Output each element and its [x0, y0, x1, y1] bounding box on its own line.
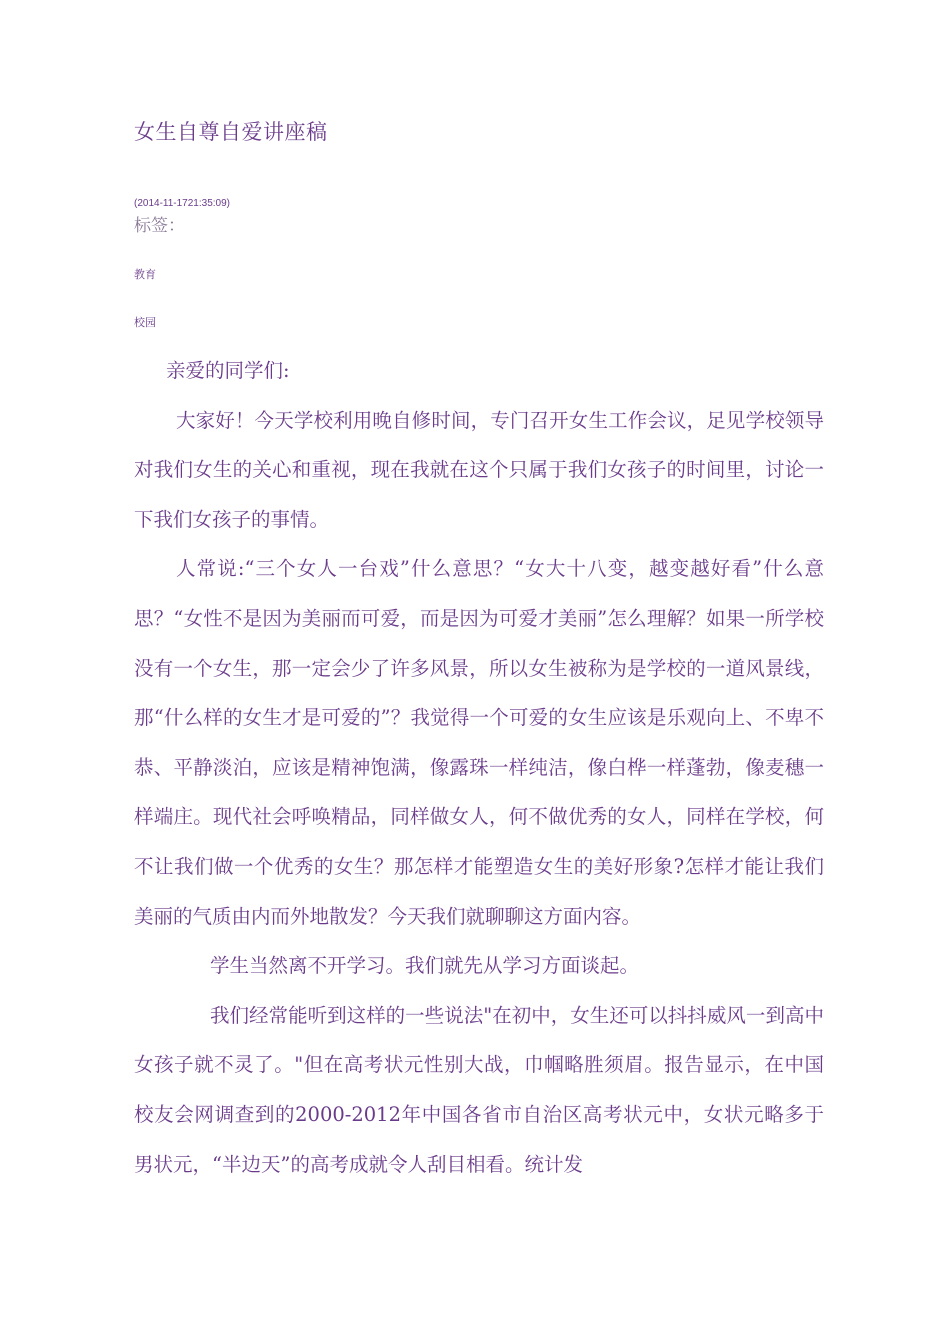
paragraph-lovely-girl: 人常说:“三个女人一台戏”什么意思？“女大十八变，越变越好看”什么意思？“女性不是因为美丽而可爱，而是因为可爱才美丽”怎么理解？如果一所学校没有一个女生，那一定会少了许多风景，所以女生被称为是学校的一道风景线，那“什么样的女生才是可爱的”？我觉得一个可爱的女生应该是乐观向上、不卑不恭、平静淡泊，应该是精神饱满，像露珠一样纯洁，像白桦一样蓬勃，像麦穗一样端庄。现代社会呼唤精品，同样做女人，何不做优秀的女人，同样在学校，何不让我们做一个优秀的女生？那怎样才能塑造女生的美好形象?怎样才能让我们美丽的气质由内而外地散发？今天我们就聊聊这方面内容。: [134, 557, 824, 928]
paragraph-exam-champions: 我们经常能听到这样的一些说法"在初中，女生还可以抖抖威风一到高中女孩子就不灵了。"但在高考状元性别大战，巾帼略胜须眉。报告显示，在中国校友会网调查到的2000-2012年中国各省市自治区高考状元中，女状元略多于男状元，“半边天”的高考成就令人刮目相看。统计发: [134, 1003, 824, 1176]
tag-link-campus[interactable]: 校园: [134, 316, 156, 329]
paragraph-intro: 大家好！今天学校利用晚自修时间，专门召开女生工作会议，足见学校领导对我们女生的关心和重视，现在我就在这个只属于我们女孩子的时间里，讨论一下我们女孩子的事情。: [134, 408, 824, 531]
publish-datetime: (2014-11-1721:35:09): [134, 198, 230, 209]
paragraph-study: 学生当然离不开学习。我们就先从学习方面谈起。: [210, 954, 640, 978]
tag-link-education[interactable]: 教育: [134, 268, 156, 281]
article-body: [134, 346, 824, 1189]
tags-label: 标签：: [134, 216, 185, 236]
article-title: 女生自尊自爱讲座稿: [134, 120, 328, 144]
paragraph-greeting: 亲爱的同学们:: [166, 359, 290, 382]
